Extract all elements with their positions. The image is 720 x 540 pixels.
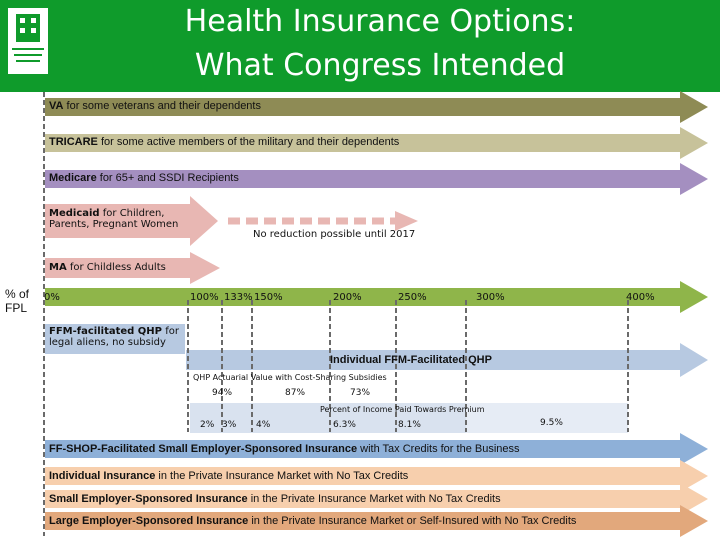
fpl-axis-label: % of FPL xyxy=(5,287,30,315)
fpl-tick-0: 0% xyxy=(44,292,60,303)
title-line-2: What Congress Intended xyxy=(194,48,566,83)
medicaid-label: Medicaid for Children, Parents, Pregnant Women xyxy=(49,208,179,230)
dashed-arrow-head xyxy=(395,211,418,231)
medicare-label: Medicare for 65+ and SSDI Recipients xyxy=(49,172,239,184)
no-reduction-note: No reduction possible until 2017 xyxy=(253,229,416,240)
income-3: 3% xyxy=(222,420,237,430)
fpl-tick-150: 150% xyxy=(254,292,283,303)
ffm-legal-aliens-label: FFM-facilitated QHP for legal aliens, no subsidy xyxy=(49,326,179,348)
individual-ffm-label: Individual FFM-Facilitated QHP xyxy=(330,354,492,366)
shop-label: FF-SHOP-Facilitated Small Employer-Sponsored Insurance with Tax Credits for the Business xyxy=(49,443,520,455)
fpl-arrow xyxy=(45,281,708,313)
income-percent-label: Percent of Income Paid Towards Premium xyxy=(320,405,485,414)
large-employer-label: Large Employer-Sponsored Insurance in the Private Insurance Market or Self-Insured with No Tax Credits xyxy=(49,515,577,527)
actuarial-value-label: QHP Actuarial Value with Cost-Sharing Subsidies xyxy=(193,373,387,382)
actuarial-94: 94% xyxy=(212,388,233,398)
income-4: 4% xyxy=(256,420,271,430)
income-8-1: 8.1% xyxy=(398,420,421,430)
individual-insurance-label: Individual Insurance in the Private Insurance Market with No Tax Credits xyxy=(49,470,409,482)
ma-label: MA for Childless Adults xyxy=(49,262,166,273)
actuarial-87: 87% xyxy=(285,388,306,398)
fpl-tick-250: 250% xyxy=(398,292,427,303)
actuarial-73: 73% xyxy=(350,388,371,398)
income-6-3: 6.3% xyxy=(333,420,356,430)
fpl-tick-133: 133% xyxy=(224,292,253,303)
va-label: VA for some veterans and their dependents xyxy=(49,100,261,112)
fpl-tick-100: 100% xyxy=(190,292,219,303)
fpl-tick-300: 300% xyxy=(476,292,505,303)
title-line-1: Health Insurance Options: xyxy=(184,4,576,39)
fpl-tick-200: 200% xyxy=(333,292,362,303)
fpl-tick-400: 400% xyxy=(626,292,655,303)
income-2: 2% xyxy=(200,420,215,430)
income-9-5: 9.5% xyxy=(540,418,563,428)
small-employer-label: Small Employer-Sponsored Insurance in the Private Insurance Market with No Tax Credits xyxy=(49,493,501,505)
tricare-label: TRICARE for some active members of the military and their dependents xyxy=(49,136,400,148)
